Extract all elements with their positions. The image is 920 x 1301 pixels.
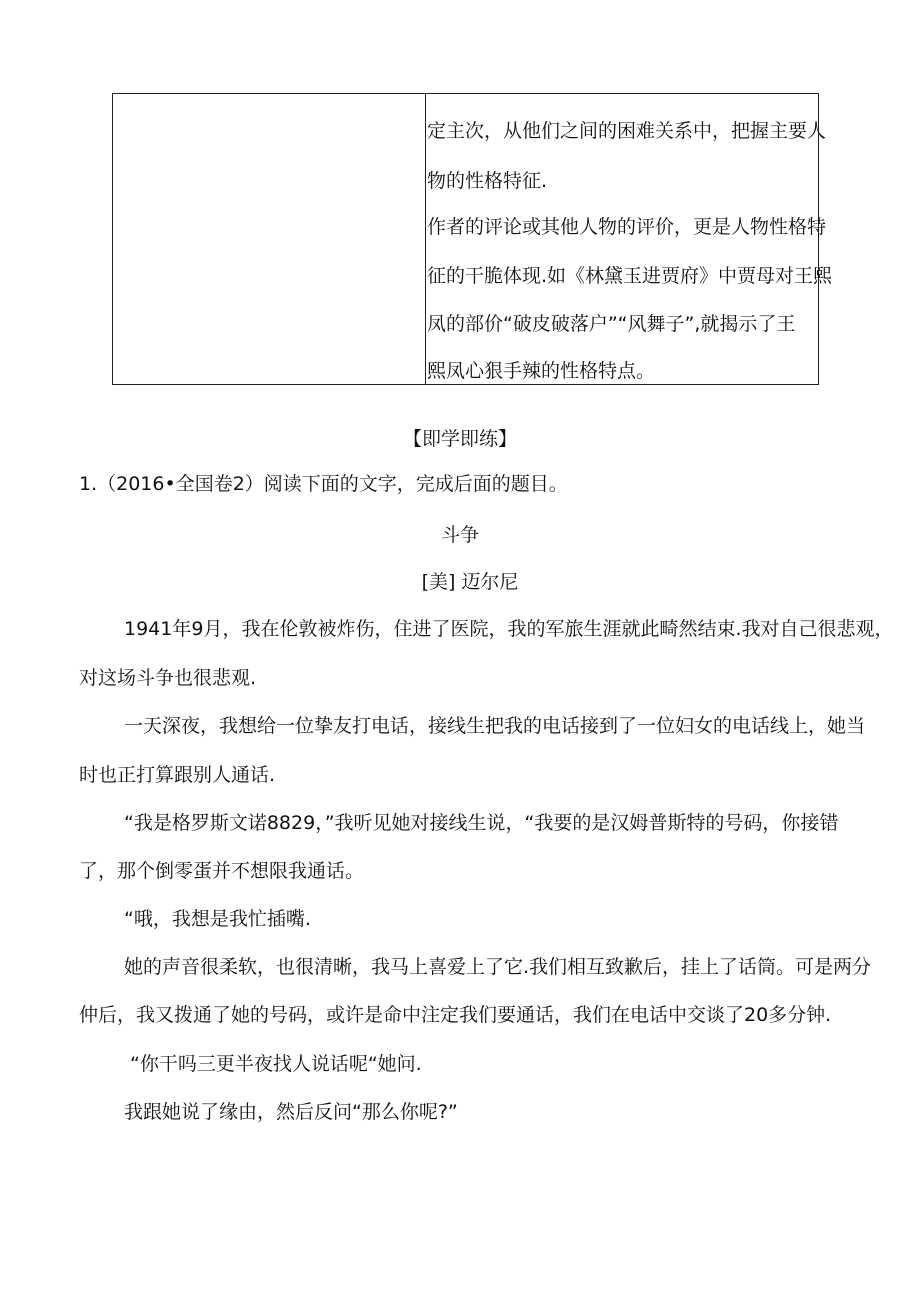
table-cell-line: 征的干脆体现.如《林黛玉进贾府》中贾母对王熙	[427, 265, 833, 287]
paragraph-line: “哦，我想是我忙插嘴.	[124, 908, 311, 930]
section-heading: 【即学即练】	[402, 428, 517, 450]
article-title: 斗争	[440, 524, 479, 546]
table-left-cell	[113, 94, 426, 384]
table-cell-line: 定主次，从他们之间的困难关系中，把握主要人	[427, 120, 827, 142]
paragraph-line: 时也正打算跟别人通话.	[79, 764, 276, 786]
paragraph-line: 了，那个倒零蛋并不想限我通话。	[79, 860, 365, 882]
table-cell-line: 熙凤心狠手辣的性格特点。	[427, 360, 656, 382]
paragraph-line: 我跟她说了缘由，然后反问“那么你呢?”	[124, 1101, 458, 1123]
article-author: [美] 迈尔尼	[421, 571, 519, 593]
paragraph-line: 她的声音很柔软，也很清晰，我马上喜爱上了它.我们相互致歉后，挂上了话筒。可是两分	[124, 956, 872, 978]
table-right-cell	[426, 94, 833, 384]
question-prompt: 1.（2016•全国卷2）阅读下面的文字，完成后面的题目。	[79, 473, 568, 495]
paragraph-line: 一天深夜，我想给一位挚友打电话，接线生把我的电话接到了一位妇女的电话线上，她当	[124, 715, 866, 737]
table-cell-line: 凤的部价“破皮破落户”“风舞子”,就揭示了王	[427, 313, 796, 335]
paragraph-line: “你干吗三更半夜找人说话呢“她问.	[130, 1053, 422, 1075]
table-cell-line: 物的性格特征.	[427, 170, 548, 192]
paragraph-line: 仲后，我又拨通了她的号码，或许是命中注定我们要通话，我们在电话中交谈了20多分钟.	[79, 1004, 832, 1026]
table-cell-line: 作者的评论或其他人物的评价，更是人物性格特	[427, 216, 827, 238]
paragraph-line: “我是格罗斯文诺8829，”我听见她对接线生说，“我要的是汉姆普斯特的号码，你接错	[124, 812, 839, 834]
content-table	[112, 93, 833, 385]
paragraph-line: 对这场斗争也很悲观.	[79, 667, 257, 689]
paragraph-line: 1941年9月，我在伦敦被炸伤，住进了医院，我的军旅生涯就此畸然结束.我对自己很悲观，	[124, 618, 894, 640]
